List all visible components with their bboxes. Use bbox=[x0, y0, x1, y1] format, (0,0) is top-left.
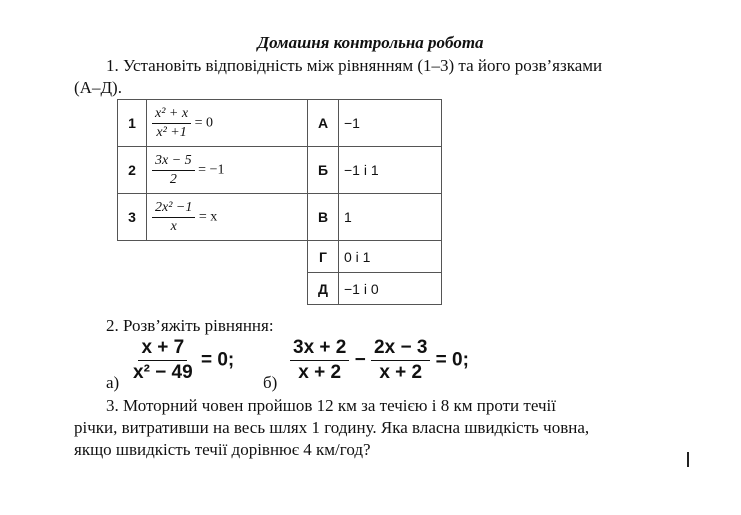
task2-label-b: б) bbox=[263, 373, 278, 392]
fraction-numerator: x + 7 bbox=[138, 337, 187, 361]
equation-fraction bbox=[130, 337, 196, 384]
fraction-numerator: 2x − 3 bbox=[371, 337, 430, 361]
equation-row bbox=[118, 147, 308, 194]
equation-number: 3 bbox=[118, 194, 147, 241]
answer-letter: Д bbox=[308, 273, 339, 305]
fraction-numerator: 3x − 5 bbox=[152, 153, 195, 171]
fraction-numerator: 2x² −1 bbox=[152, 200, 195, 218]
equation-fraction bbox=[152, 106, 191, 141]
equation-fraction bbox=[290, 337, 349, 384]
answer-row bbox=[308, 241, 442, 273]
task1-text-line1: 1. Установіть відповідність між рівнянням (1–3) та його розв’язками bbox=[106, 56, 603, 75]
task2-label-a: а) bbox=[106, 373, 120, 392]
task2-equation-a bbox=[130, 337, 234, 384]
answer-row bbox=[308, 194, 442, 241]
task3-text-line1: 3. Моторний човен пройшов 12 км за течією і 8 км проти течії bbox=[106, 396, 556, 415]
task3-text-line3: якщо швидкість течії дорівнює 4 км/год? bbox=[74, 440, 371, 459]
equation-row bbox=[118, 100, 308, 147]
equation-fraction bbox=[152, 153, 195, 188]
equation-cell bbox=[147, 194, 308, 241]
answer-row bbox=[308, 273, 442, 305]
fraction-numerator: x² + x bbox=[152, 106, 191, 124]
fraction-denominator: x + 2 bbox=[298, 362, 342, 383]
equations-table bbox=[117, 99, 308, 241]
answer-letter: Б bbox=[308, 147, 339, 194]
fraction-denominator: x² − 49 bbox=[133, 362, 193, 383]
fraction-numerator: 3x + 2 bbox=[290, 337, 349, 361]
answer-letter: В bbox=[308, 194, 339, 241]
equation-rhs: = 0; bbox=[435, 349, 469, 371]
text-cursor bbox=[687, 452, 689, 467]
answer-value: 1 bbox=[339, 194, 442, 241]
equation-fraction bbox=[371, 337, 430, 384]
answer-value: −1 і 1 bbox=[339, 147, 442, 194]
minus-sign: − bbox=[354, 349, 366, 371]
equation-cell bbox=[147, 100, 308, 147]
answer-letter: Г bbox=[308, 241, 339, 273]
task2-equation-b bbox=[290, 337, 469, 384]
answer-letter: А bbox=[308, 100, 339, 147]
fraction-denominator: 2 bbox=[169, 171, 177, 187]
page-title: Домашня контрольна робота bbox=[257, 33, 484, 52]
answers-table bbox=[307, 99, 442, 305]
task2-heading: 2. Розв’яжіть рівняння: bbox=[106, 316, 274, 335]
equation-cell bbox=[147, 147, 308, 194]
answer-value: −1 bbox=[339, 100, 442, 147]
equation-number: 2 bbox=[118, 147, 147, 194]
equation-row bbox=[118, 194, 308, 241]
fraction-denominator: x bbox=[170, 218, 177, 234]
equation-number: 1 bbox=[118, 100, 147, 147]
equation-rhs: = −1 bbox=[198, 162, 225, 178]
equation-rhs: = 0 bbox=[194, 115, 213, 131]
equation-rhs: = 0; bbox=[200, 349, 235, 371]
fraction-denominator: x + 2 bbox=[379, 362, 423, 383]
answer-value: −1 і 0 bbox=[339, 273, 442, 305]
answer-row bbox=[308, 100, 442, 147]
fraction-denominator: x² +1 bbox=[156, 124, 187, 140]
task1-text-line2: (А–Д). bbox=[74, 78, 122, 97]
answer-value: 0 і 1 bbox=[339, 241, 442, 273]
equation-rhs: = x bbox=[198, 209, 218, 225]
task3-text-line2: річки, витративши на весь шлях 1 годину. Яка власна швидкість човна, bbox=[74, 418, 590, 437]
answer-row bbox=[308, 147, 442, 194]
equation-fraction bbox=[152, 200, 195, 235]
